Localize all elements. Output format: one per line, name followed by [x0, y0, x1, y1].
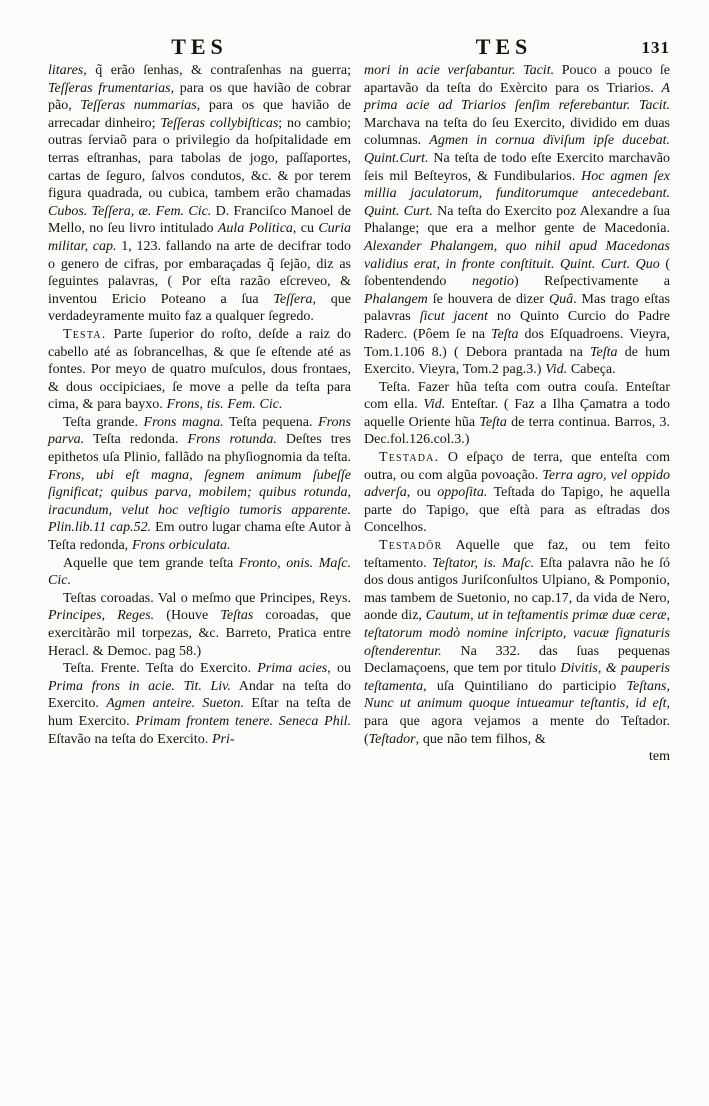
text-segment: Teſtas: [220, 608, 254, 624]
running-title-right: TES: [475, 34, 533, 59]
entry-headword: Testadôr: [379, 538, 443, 554]
paragraph: [364, 379, 670, 449]
text-segment: ; no cambio; outras ſerviaõ para o privilegio da hoſpitalidade em terras eſtranhas, para tabolas de jogo, paſſaportes, cartas de ſeguro, ſalvos condutos, &c. & por terem figura quadrada, ou cubica, tambem erão chamadas: [48, 115, 351, 202]
text-segment: Teſſeras frumentarias: [48, 80, 171, 96]
text-segment: , cu: [292, 221, 319, 237]
text-segment: Teſta pequena.: [223, 414, 319, 430]
text-segment: Frons, ubi eſt magna, ſegnem animum ſubeſſe ſignificat; quibus parva, mobilem; quibus rotunda, iracundum, velut hoc veſtigio tumoris apparente. Plin.lib.11 cap.52.: [48, 467, 351, 536]
text-segment: Teſta redonda.: [84, 432, 188, 448]
text-segment: Teſtador: [368, 731, 416, 747]
text-segment: Teſta: [479, 414, 507, 430]
entry-headword: Testa.: [63, 326, 107, 342]
text-segment: para que agora vejamos a mente do Teſtador. (: [364, 713, 670, 747]
text-segment: Andar na teſta do Exercito.: [48, 678, 351, 712]
text-segment: , para os que havião de arrecadar dinheiro;: [48, 98, 351, 131]
text-segment: Prima acies: [257, 661, 328, 677]
catchword: tem: [649, 749, 670, 765]
text-segment: de terra continua. Barros, 3. Dec.fol.126.col.3.): [364, 414, 671, 448]
running-title-left: TES: [171, 34, 228, 59]
text-segment: Vid.: [423, 397, 446, 413]
paragraph: [48, 414, 351, 555]
text-segment: Primam frontem tenere. Seneca Phil.: [135, 713, 351, 729]
text-segment: Prima frons in acie. Tit. Liv.: [48, 678, 231, 694]
text-segment: Teſtada do Tapigo, he aquella parte do Tapigo, que eſtà para as eſtradas dos Concelhos.: [364, 485, 670, 536]
text-segment: Aula Politica: [217, 221, 293, 237]
text-segment: . Mas trago eſtas palavras: [364, 291, 670, 325]
text-segment: D. Franciſco Manoel de Mello, no ſeu livro intitulado: [48, 203, 351, 237]
text-segment: litares: [48, 63, 84, 78]
text-segment: Alexander Phalangem, quo nihil apud Macedonas validius erat, in fronte conſtituit. Quint. Curt. Quo: [364, 238, 670, 272]
paragraph: [48, 660, 351, 748]
text-segment: dos Eſquadroens. Vieyra, Tom.1.106 8.) ( Debora prantada na: [364, 326, 670, 360]
text-segment: Eſtavão na teſta do Exercito.: [48, 731, 212, 747]
text-segment: Na teſta de todo eſte Exercito marchavão ſeis mil Beſteyros, & Fundibularios.: [364, 150, 670, 184]
text-segment: Parte ſuperior do roſto, deſde a raiz do cabello até as ſobrancelhas, & que ſe eſtende até as fontes. Por meyo de quatro muſculos, dous frontaes, & dous occipiciaes, ſe move a pelle da teſta para cima, & para bayxo.: [48, 326, 351, 413]
text-segment: Teſta: [491, 326, 519, 342]
text-segment: (Houve: [154, 608, 221, 624]
text-segment: , para os que havião de cobrar pão,: [48, 80, 351, 114]
left-column: [48, 62, 351, 766]
text-segment: Teſtator, is. Maſc.: [432, 555, 535, 571]
text-segment: Aquelle que tem grande teſta: [63, 555, 239, 571]
page-number: 131: [641, 38, 670, 57]
text-segment: Frons, tis. Fem. Cic.: [166, 397, 283, 413]
text-segment: Pri-: [212, 731, 235, 747]
text-segment: Quâ: [548, 291, 574, 307]
text-segment: , uſa Quintiliano do participio: [423, 678, 627, 694]
text-segment: Teſtas coroadas. Val o meſmo que Principes, Reys.: [63, 590, 351, 606]
text-segment: ſe houvera de dizer: [427, 291, 549, 307]
paragraph: [48, 555, 351, 590]
text-segment: Agmen in cornua dïviſum ipſe ducebat. Quint.Curt.: [364, 133, 670, 166]
text-segment: Em outro lugar chama eſte Autor à Teſta redonda,: [48, 520, 352, 554]
entry-headword: Testada.: [379, 450, 440, 466]
text-segment: Divitis, & pauperis teſtamenta: [364, 661, 670, 694]
text-segment: O eſpaço de terra, que enteſta com outra, ou com algũa povoação.: [364, 450, 670, 483]
text-segment: Agmen anteire. Sueton.: [106, 696, 244, 712]
text-segment: Teſta grande.: [63, 414, 144, 430]
text-segment: Principes, Reges.: [48, 608, 155, 624]
paragraph: [364, 449, 670, 537]
text-segment: mori in acie verſabantur. Tacit.: [364, 63, 555, 78]
paragraph: [48, 590, 351, 660]
text-segment: Fronto, onis. Maſc. Cic.: [48, 555, 351, 589]
text-segment: Cabeça.: [567, 362, 616, 378]
text-segment: 1, 123. fallando na arte de decifrar todo o genero de cifras, por embaraçadas q̃ ſejão, diz as ſeguintes palavras, ( Por eſta razão eſcreveo, & inventou Ericio Poteano a ſua: [48, 238, 351, 307]
text-segment: Phalangem: [364, 291, 428, 307]
text-segment: Marchava na teſta do ſeu Exercito, dividido em duas columnas.: [364, 115, 670, 149]
text-segment: , ou: [327, 661, 351, 677]
text-segment: Teſſeras nummarias: [80, 98, 197, 114]
text-segment: Frons magna.: [143, 414, 224, 430]
text-segment: Deſtes tres epithetos uſa Plinio, fallãdo na phyſiognomia da teſta.: [48, 432, 351, 466]
text-segment: ſicut jacent: [419, 309, 488, 325]
text-segment: Teſſeras collybiſticas: [160, 115, 279, 131]
text-segment: Hoc agmen ſex millia jaculatorum, funditorumque antecedebant. Quint. Curt.: [364, 168, 670, 219]
text-segment: Curia militar, cap.: [48, 221, 351, 254]
text-segment: Frons rotunda.: [187, 432, 277, 448]
text-segment: Aquelle que faz, ou tem feito teſtamento.: [364, 538, 670, 571]
text-segment: , que não tem filhos, &: [415, 731, 546, 747]
text-segment: Pouco a pouco ſe apartavão da teſta do Exèrcito para os Triarios.: [364, 63, 671, 96]
text-segment: Teſſera: [273, 291, 313, 307]
text-segment: , que verdadeyramente muito faz a qualquer ſegredo.: [48, 291, 351, 325]
text-segment: Cubos. Teſſera, æ. Fem. Cic.: [48, 203, 212, 219]
paragraph: [48, 326, 351, 414]
text-columns: [48, 62, 670, 766]
text-segment: Teſta. Fazer hũa teſta com outra couſa. Enteſtar com ella.: [364, 379, 670, 413]
text-segment: , q̃ erão ſenhas, & contraſenhas na guerra;: [83, 63, 351, 78]
text-segment: no Quinto Curcio do Padre Raderc. (Pôem ſe na: [364, 309, 671, 342]
text-segment: oppoſita.: [437, 485, 488, 501]
paragraph: [48, 62, 351, 326]
right-column: [364, 62, 670, 766]
text-segment: Eſtar na teſta de hum Exercito.: [48, 696, 351, 729]
text-segment: Teſta. Frente. Teſta do Exercito.: [63, 661, 258, 677]
text-segment: Cautum, ut in teſtamentis primæ duæ ceræ, teſtatorum modò nomine inſcripto, vacuæ ſignaturis oſtenderentur.: [364, 608, 670, 659]
text-segment: de hum Exercito. Vieyra, Tom.2 pag.3.): [364, 344, 670, 378]
text-segment: Vid.: [545, 362, 568, 378]
text-segment: ) Reſpectivamente a: [513, 274, 670, 290]
paragraph: [364, 537, 670, 748]
text-segment: Frons orbiculata.: [131, 538, 231, 554]
paragraph: [364, 62, 670, 379]
text-segment: coroadas, que exercitàrão mil torpezas, &c. Barreto, Pratica entre Heracl. & Democ. pag 58.): [48, 608, 351, 659]
text-segment: Teſta: [590, 344, 618, 360]
text-segment: Na teſta do Exercito poz Alexandre a ſua Phalange; que era a melhor gente de Macedonia.: [364, 203, 670, 237]
text-segment: , ou: [406, 485, 438, 501]
text-segment: Eſta palavra não he ſó dos dous antigos Juriſconſultos Ulpiano, & Pomponio, mas tambem de Suetonio, no cap.17, da vida de Nero, aonde diz,: [364, 555, 671, 624]
text-segment: A prima acie ad Triarios ſenſim referebantur. Tacit.: [364, 80, 670, 114]
text-segment: negotio: [471, 274, 514, 290]
text-segment: Frons parva.: [48, 414, 351, 448]
text-segment: Terra agro, vel oppido adverſa: [364, 467, 670, 501]
text-segment: Enteſtar. ( Faz a Ilha Çamatra a todo aquelle Oriente hũa: [364, 397, 670, 430]
text-segment: ( ſobentendendo: [364, 256, 670, 290]
text-segment: Na 332. das ſuas pequenas Declamaçoens, que tem por titulo: [364, 643, 670, 677]
text-segment: Teſtans, Nunc ut animum quoque intueamur teſtantis, id eſt,: [364, 678, 670, 712]
